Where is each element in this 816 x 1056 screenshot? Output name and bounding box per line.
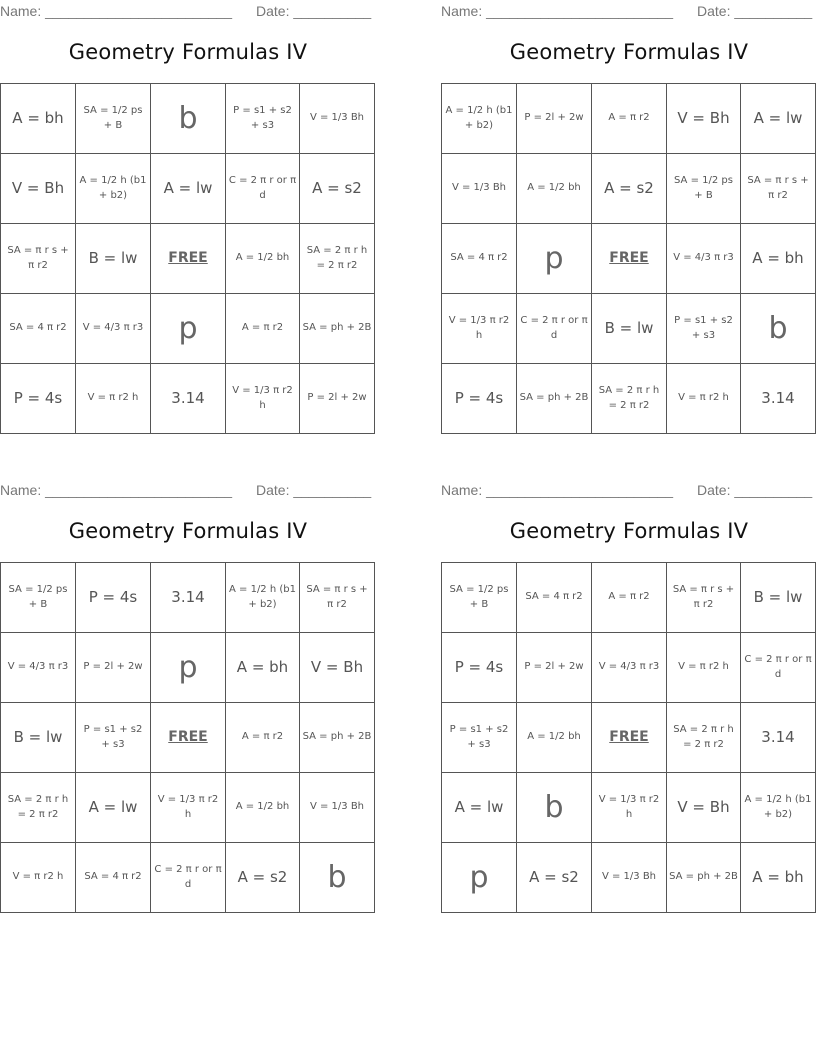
bingo-cell: SA = π r s + π r2 — [741, 154, 816, 224]
card-title: Geometry Formulas IV — [68, 519, 308, 543]
bingo-cell: b — [517, 773, 592, 843]
bingo-cell: A = lw — [442, 773, 517, 843]
bingo-cell: V = Bh — [300, 633, 375, 703]
bingo-cell: A = bh — [741, 843, 816, 913]
bingo-cell: SA = 2 π r h = 2 π r2 — [592, 364, 667, 434]
bingo-cell: V = π r2 h — [76, 364, 151, 434]
bingo-card — [0, 0, 376, 440]
bingo-cell: V = 4/3 π r3 — [1, 633, 76, 703]
bingo-cell: b — [300, 843, 375, 913]
bingo-cell: P = s1 + s2 + s3 — [76, 703, 151, 773]
bingo-cell: P = 4s — [76, 563, 151, 633]
bingo-cell: SA = ph + 2B — [300, 703, 375, 773]
bingo-cell: V = 4/3 π r3 — [667, 224, 741, 294]
free-space-cell: FREE — [592, 224, 667, 294]
date-field-label: Date: __________ — [697, 3, 813, 19]
bingo-cell: V = 4/3 π r3 — [592, 633, 667, 703]
name-field-label: Name: ________________________ — [441, 3, 673, 19]
bingo-cell: 3.14 — [151, 364, 226, 434]
bingo-cell: A = 1/2 h (b1 + b2) — [226, 563, 300, 633]
bingo-cell: V = π r2 h — [1, 843, 76, 913]
bingo-cell: SA = π r s + π r2 — [667, 563, 741, 633]
bingo-cell: b — [151, 84, 226, 154]
bingo-cell: B = lw — [76, 224, 151, 294]
bingo-cell: V = 1/3 Bh — [300, 773, 375, 843]
bingo-cell: V = Bh — [667, 773, 741, 843]
bingo-cell: P = s1 + s2 + s3 — [667, 294, 741, 364]
bingo-cell: SA = 2 π r h = 2 π r2 — [667, 703, 741, 773]
bingo-cell: A = s2 — [517, 843, 592, 913]
bingo-cell: A = bh — [226, 633, 300, 703]
bingo-cell: P = 2l + 2w — [300, 364, 375, 434]
bingo-cell: SA = 4 π r2 — [1, 294, 76, 364]
bingo-card — [0, 479, 376, 919]
free-space-cell: FREE — [592, 703, 667, 773]
bingo-grid — [441, 83, 816, 434]
bingo-cell: SA = 1/2 ps + B — [667, 154, 741, 224]
bingo-grid — [0, 562, 375, 913]
bingo-cell: V = 1/3 Bh — [300, 84, 375, 154]
bingo-cell: C = 2 π r or π d — [151, 843, 226, 913]
bingo-cell: P = 4s — [442, 364, 517, 434]
bingo-cell: A = 1/2 bh — [226, 224, 300, 294]
bingo-cell: A = 1/2 h (b1 + b2) — [442, 84, 517, 154]
bingo-cell: p — [517, 224, 592, 294]
bingo-cell: P = 4s — [1, 364, 76, 434]
bingo-cell: A = lw — [151, 154, 226, 224]
bingo-cell: SA = 4 π r2 — [442, 224, 517, 294]
bingo-cell: A = bh — [1, 84, 76, 154]
bingo-cell: SA = π r s + π r2 — [300, 563, 375, 633]
bingo-cell: A = π r2 — [592, 84, 667, 154]
bingo-cell: SA = 2 π r h = 2 π r2 — [1, 773, 76, 843]
bingo-cell: SA = π r s + π r2 — [1, 224, 76, 294]
bingo-cell: P = s1 + s2 + s3 — [442, 703, 517, 773]
bingo-cell: B = lw — [1, 703, 76, 773]
bingo-cell: p — [442, 843, 517, 913]
bingo-cell: SA = ph + 2B — [517, 364, 592, 434]
bingo-cell: V = Bh — [667, 84, 741, 154]
bingo-cell: A = lw — [741, 84, 816, 154]
bingo-cell: A = 1/2 h (b1 + b2) — [741, 773, 816, 843]
bingo-cell: V = 1/3 π r2 h — [592, 773, 667, 843]
bingo-card — [441, 0, 816, 440]
bingo-cell: SA = 2 π r h = 2 π r2 — [300, 224, 375, 294]
bingo-cell: SA = 4 π r2 — [76, 843, 151, 913]
bingo-cell: A = π r2 — [226, 703, 300, 773]
free-space-cell: FREE — [151, 224, 226, 294]
bingo-cell: A = s2 — [226, 843, 300, 913]
bingo-cell: B = lw — [741, 563, 816, 633]
bingo-cell: A = s2 — [592, 154, 667, 224]
card-title: Geometry Formulas IV — [509, 40, 749, 64]
bingo-cell: C = 2 π r or π d — [741, 633, 816, 703]
card-title: Geometry Formulas IV — [509, 519, 749, 543]
bingo-grid — [0, 83, 375, 434]
bingo-cell: 3.14 — [741, 364, 816, 434]
bingo-cell: SA = ph + 2B — [300, 294, 375, 364]
bingo-cell: SA = 1/2 ps + B — [442, 563, 517, 633]
bingo-cell: SA = 4 π r2 — [517, 563, 592, 633]
bingo-cell: V = π r2 h — [667, 633, 741, 703]
bingo-cell: V = Bh — [1, 154, 76, 224]
date-field-label: Date: __________ — [256, 3, 372, 19]
bingo-cell: V = π r2 h — [667, 364, 741, 434]
bingo-cell: P = 2l + 2w — [76, 633, 151, 703]
bingo-cell: A = bh — [741, 224, 816, 294]
bingo-cell: C = 2 π r or π d — [517, 294, 592, 364]
bingo-cell: V = 1/3 π r2 h — [151, 773, 226, 843]
bingo-cell: A = s2 — [300, 154, 375, 224]
bingo-cell: V = 4/3 π r3 — [76, 294, 151, 364]
bingo-cell: SA = 1/2 ps + B — [1, 563, 76, 633]
date-field-label: Date: __________ — [697, 482, 813, 498]
bingo-grid — [441, 562, 816, 913]
bingo-cell: B = lw — [592, 294, 667, 364]
bingo-cell: A = 1/2 h (b1 + b2) — [76, 154, 151, 224]
bingo-cell: V = 1/3 Bh — [592, 843, 667, 913]
card-title: Geometry Formulas IV — [68, 40, 308, 64]
bingo-cell: A = 1/2 bh — [226, 773, 300, 843]
bingo-cell: p — [151, 294, 226, 364]
bingo-cell: A = 1/2 bh — [517, 154, 592, 224]
bingo-cell: 3.14 — [151, 563, 226, 633]
bingo-cell: p — [151, 633, 226, 703]
bingo-cell: SA = 1/2 ps + B — [76, 84, 151, 154]
name-field-label: Name: ________________________ — [0, 3, 232, 19]
bingo-cell: P = s1 + s2 + s3 — [226, 84, 300, 154]
bingo-cell: P = 4s — [442, 633, 517, 703]
bingo-cell: 3.14 — [741, 703, 816, 773]
bingo-cell: A = π r2 — [226, 294, 300, 364]
bingo-cell: b — [741, 294, 816, 364]
date-field-label: Date: __________ — [256, 482, 372, 498]
bingo-cell: C = 2 π r or π d — [226, 154, 300, 224]
bingo-cell: SA = ph + 2B — [667, 843, 741, 913]
bingo-cell: V = 1/3 π r2 h — [226, 364, 300, 434]
bingo-cell: A = lw — [76, 773, 151, 843]
bingo-cell: P = 2l + 2w — [517, 633, 592, 703]
bingo-card — [441, 479, 816, 919]
bingo-cell: A = π r2 — [592, 563, 667, 633]
bingo-cell: A = 1/2 bh — [517, 703, 592, 773]
free-space-cell: FREE — [151, 703, 226, 773]
bingo-cell: V = 1/3 Bh — [442, 154, 517, 224]
name-field-label: Name: ________________________ — [0, 482, 232, 498]
name-field-label: Name: ________________________ — [441, 482, 673, 498]
bingo-cell: P = 2l + 2w — [517, 84, 592, 154]
bingo-cell: V = 1/3 π r2 h — [442, 294, 517, 364]
